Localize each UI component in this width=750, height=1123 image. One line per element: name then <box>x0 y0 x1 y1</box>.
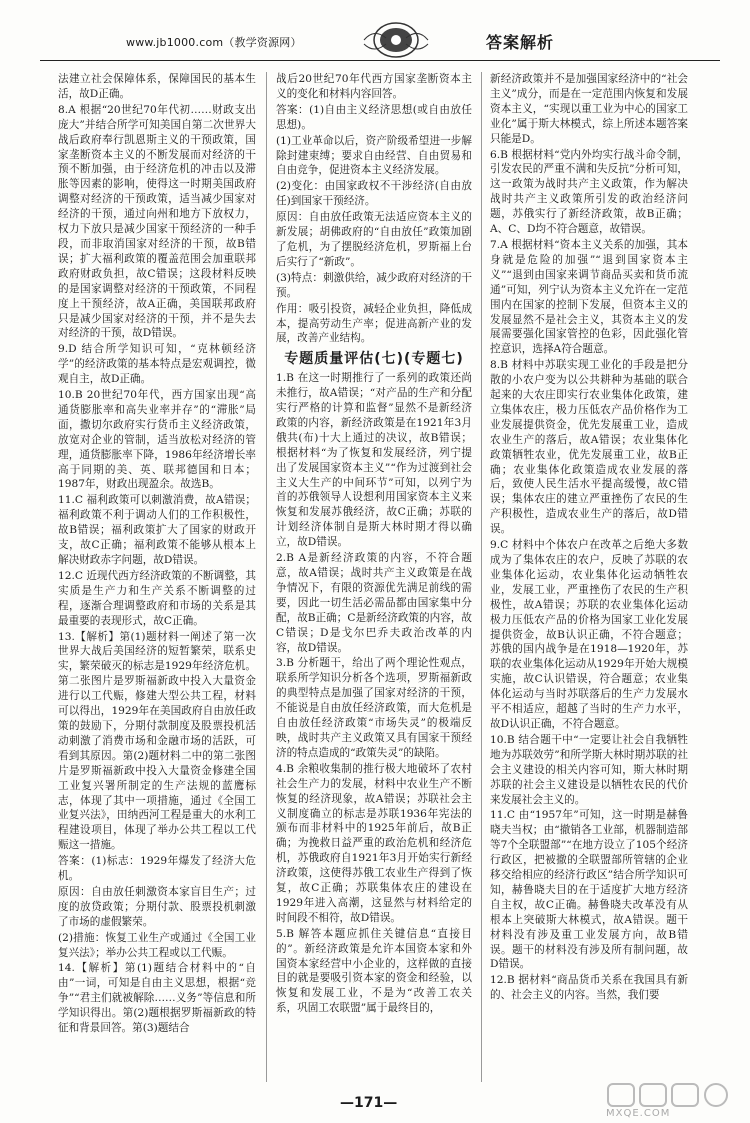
answer-paragraph: 14.【解析】第(1)题结合材料中的“自由”一词，可知是自由主义思想，根据“竞争”“君主们就被解除……义务”等信息和所学知识得出。第(2)题根据罗斯福新政的特征和背景回答。第(3)题结合 <box>58 962 256 1035</box>
section-title: 专题质量评估(七)(专题七) <box>284 351 464 368</box>
answer-paragraph: (2)措施：恢复工业生产或通过《全国工业复兴法》；举办公共工程或以工代赈。 <box>58 931 256 959</box>
page-title: 答案解析 <box>486 33 555 52</box>
watermark-logo-icon <box>606 1080 732 1110</box>
answer-paragraph: 2.B A是新经济政策的内容，不符合题意，故A错误；战时共产主义政策是在战争情况下，有限的资源优先满足前线的需要，因此一切生活必需品都由国家集中分配，故B正确；C是新经济政策的内容，故C错误；D是戈尔巴乔夫政治改革的内容，故D错误。 <box>276 552 472 654</box>
answer-paragraph: (3)特点：刺激供给，减少政府对经济的干预。 <box>276 271 472 299</box>
publisher-logo-icon <box>362 20 430 60</box>
answer-paragraph: 9.C 材料中个体农户在改革之后绝大多数成为了集体农庄的农户，反映了苏联的农业集体化运动，农业集体化运动牺牲农业，发展工业，严重挫伤了农民的生产积极性，故A错误；苏联的农业集体化运动极力压低农产品的价格为国家工业化发展提供资金，故B认识正确，不符合题意；苏俄的国内战争是在1918—1920年，苏联的农业集体化运动从1929年开始大规模实施，故C认识错误，符合题意；农业集体化运动与当时苏联落后的生产力发展水平不相适应，超越了当时的生产力水平，故D认识正确，不符合题意。 <box>490 539 688 730</box>
answer-paragraph: 4.B 余粮收集制的推行极大地破坏了农村社会生产力的发展，材料中农业生产不断恢复的经济现象，故A错误；苏联社会主义制度确立的标志是苏联1936年宪法的颁布而非材料中的1925年前后，故B正确；为挽救日益严重的政治危机和经济危机，苏俄政府自1921年3月开始实行新经济政策，这使得苏俄工农业生产得到了恢复，故C正确；苏联集体农庄的建设在1929年进入高潮，这显然与材料给定的时间段不相符，故D错误。 <box>276 762 472 924</box>
answer-paragraph: 答案：(1)标志：1929年爆发了经济大危机。 <box>58 855 256 883</box>
site-url: www.jb1000.com（教学资源网） <box>126 36 302 49</box>
answer-paragraph: 战后20世纪70年代西方国家垄断资本主义的变化和材料内容回答。 <box>276 73 472 100</box>
answer-paragraph: 作用：吸引投资，减轻企业负担，降低成本，提高劳动生产率；促进高新产业的发展，改善产业结构。 <box>276 302 472 345</box>
column-1 <box>58 72 256 1037</box>
answer-paragraph: 答案：(1)自由主义经济思想(或自由放任思想)。 <box>276 103 472 131</box>
watermark-text: MXQE.COM <box>606 1108 671 1119</box>
answer-paragraph: 8.B 材料中苏联实现工业化的手段是把分散的小农户变为以公共耕种为基础的联合起来的大农庄即实行农业集体化政策，建立集体农庄，极力压低农产品价格作为工业发展提供资金，优先发展重工业，造成农业生产的落后，故A错误；农业集体化政策牺牲农业，优先发展重工业，故B正确；农业集体化政策造成农业发展的落后，致使人民生活水平提高缓慢，故C错误；集体农庄的建立严重挫伤了农民的生产积极性，造成农业生产的落后，故D错误。 <box>490 359 688 536</box>
watermark <box>606 1080 732 1118</box>
answer-paragraph: 原因：自由放任刺激资本家盲目生产；过度的放贷政策；分期付款、股票投机刺激了市场的虚假繁荣。 <box>58 885 256 928</box>
answer-paragraph: 1.B 在这一时期推行了一系列的政策还尚未推行，故A错误；“对产品的生产和分配实行严格的计算和监督”显然不是新经济政策的内容，新经济政策是在1921年3月俄共(布)十大上通过的决议，故B错误；根据材料“为了恢复和发展经济，列宁提出了发展国家资本主义”“作为过渡到社会主义大生产的中间环节”可知，以列宁为首的苏俄领导人设想利用国家资本主义来恢复和发展苏俄经济，故C正确；苏联的计划经济体制自是斯大林时期才得以确立，故D错误。 <box>276 372 472 549</box>
page-header <box>40 20 720 68</box>
answer-paragraph: 10.B 结合题干中“一定要让社会自我牺牲地为苏联效劳”和所学斯大林时期苏联的社会主义建设的相关内容可知，斯大林时期苏联的社会主义建设是以牺牲农民的代价来发展社会主义的。 <box>490 733 688 806</box>
answer-paragraph: 12.C 近现代西方经济政策的不断调整，其实质是生产力和生产关系不断调整的过程，逐渐合理调整政府和市场的关系是其最重要的表现形式，故C正确。 <box>58 569 256 627</box>
header-rule <box>40 60 720 61</box>
answer-paragraph: 11.C 福利政策可以刺激消费，故A错误；福利政策不利于调动人们的工作积极性，故B错误；福利政策扩大了国家的财政开支，故C正确；福利政策不能够从根本上解决财政赤字问题，故D错误。 <box>58 494 256 566</box>
answer-paragraph: 8.A 根据“20世纪70年代初……财政支出庞大”并结合所学可知美国自第二次世界大战后政府奉行凯恩斯主义的干预政策，国家垄断资本主义的不断发展而对经济的干预不断加强，由于经济危机的冲击以及滞胀等因素的影响，使得这一时期美国政府调整对经济的干预政策，适当减少国家对经济的干预，通过向州和地方下放权力，权力下放只是减少国家干预经济的一种手段，而非取消国家对经济的干预，故B错误；扩大福利政策的覆盖范围会加重联邦政府财政负担，故C错误；这段材料反映的是国家调整对经济的干预政策，不同程度上干预经济，故A正确，美国联邦政府只是减少国家对经济的干预，并不是失去对经济的干预，故D错误。 <box>58 103 256 340</box>
answer-paragraph: 6.B 根据材料“党内外均实行战斗命令制，引发农民的严重不满和失反抗”分析可知，这一政策为战时共产主义政策，作为解决战时共产主义政策所引发的政治经济问题，苏俄实行了新经济政策，故B正确；A、C、D均不符合题意，故错误。 <box>490 148 688 236</box>
answer-paragraph: 10.B 20世纪70年代，西方国家出现“高通货膨胀率和高失业率并存”的“滞胀”局面，撒切尔政府实行货币主义经济政策，放宽对企业的管制，适当放松对经济的管理，通货膨胀率下降，1986年经济增长率高于同期的美、英、联邦德国和日本；1987年，财政出现盈余。故选B。 <box>58 389 256 491</box>
answer-paragraph: 原因：自由放任政策无法适应资本主义的新发展；胡佛政府的“自由放任”政策加剧了危机，为了摆脱经济危机，罗斯福上台后实行了“新政”。 <box>276 211 472 268</box>
column-divider <box>481 72 482 1082</box>
column-divider <box>266 72 267 1082</box>
answer-paragraph: 9.D 结合所学知识可知，“克林顿经济学”的经济政策的基本特点是宏观调控，微观自主，故D正确。 <box>58 343 256 386</box>
column-2 <box>276 72 472 1017</box>
answer-paragraph: 3.B 分析题干，给出了两个理论性观点，联系所学知识分析各个选项，罗斯福新政的典型特点是加强了国家对经济的干预，不能说是自由放任经济政策，而大危机是自由放任经济政策“市场失灵”的极端反映，战时共产主义政策又具有国家干预经济的特点造成的“政策失灵”的缺陷。 <box>276 657 472 759</box>
answer-paragraph: 法建立社会保障体系，保障国民的基本生活，故D正确。 <box>58 73 256 100</box>
answer-paragraph: 11.C 由“1957年”可知，这一时期是赫鲁晓夫当权；由“撤销各工业部，机器制造部等7个全联盟部”“在地方设立了105个经济行政区，把被撤的全联盟部所管辖的企业移交给相应的经济行政区”结合所学知识可知，赫鲁晓夫目的在于适度扩大地方经济自主权，故C正确。赫鲁晓夫改革没有从根本上突破斯大林模式，故A错误。题干材料没有涉及重工业发展方向，故B错误。题干的材料没有涉及所有制问题，故D错误。 <box>490 809 688 971</box>
answer-paragraph: (1)工业革命以后，资产阶级希望进一步解除封建束缚；要求自由经营、自由贸易和自由竞争，促进资本主义经济发展。 <box>276 134 472 177</box>
column-3 <box>490 72 688 1004</box>
answer-paragraph: 7.A 根据材料“资本主义关系的加强，其本身就是危险的加强”“退到国家资本主义”“退到由国家来调节商品买卖和货币流通”可知，列宁认为资本主义允许在一定范围内在国家的控制下发展，但资本主义的发展显然不是社会主义，其资本主义的发展需要强化国家管控的色彩，因此强化管控意识，选择A符合题意。 <box>490 238 688 356</box>
page-number: —171— <box>340 1095 398 1111</box>
answer-paragraph: 新经济政策并不是加强国家经济中的“社会主义”成分，而是在一定范围内恢复和发展资本主义，“实现以重工业为中心的国家工业化”属于斯大林模式，综上所述本题答案只能是D。 <box>490 73 688 145</box>
answer-paragraph: 5.B 解答本题应抓住关键信息“直接目的”。新经济政策是允许本国资本家和外国资本家经营中小企业的，这样做的直接目的就是要吸引资本家的资金和经验，以恢复和发展工业，不是为“改善工农关系，巩固工农联盟”属于最终目的， <box>276 927 472 1015</box>
answer-paragraph: (2)变化：由国家政权不干涉经济(自由放任)到国家干预经济。 <box>276 180 472 208</box>
answer-paragraph: 13.【解析】第(1)题材料一阐述了第一次世界大战后美国经济的短暂繁荣，联系史实，繁荣破灭的标志是1929年经济危机。第二张图片是罗斯福新政中投入大量资金进行以工代赈，修建大型公共工程，材料可以得出，1929年在美国政府自由放任政策的鼓励下，分期付款制度及股票投机活动刺激了消费市场和金融市场的活跃，可看到其原因。第(2)题材料二中的第二张图片是罗斯福新政中投入大量资金修建全国工业复兴署所制定的生产法规的蓝鹰标志，体现了其中一项措施，通过《全国工业复兴法》，田纳西河工程是重大的水利工程建设项目，体现了举办公共工程以工代赈这一措施。 <box>58 630 256 852</box>
answer-paragraph: 12.B 据材料“商品货币关系在我国具有新的、社会主义的内容。当然，我们要 <box>490 974 688 1002</box>
